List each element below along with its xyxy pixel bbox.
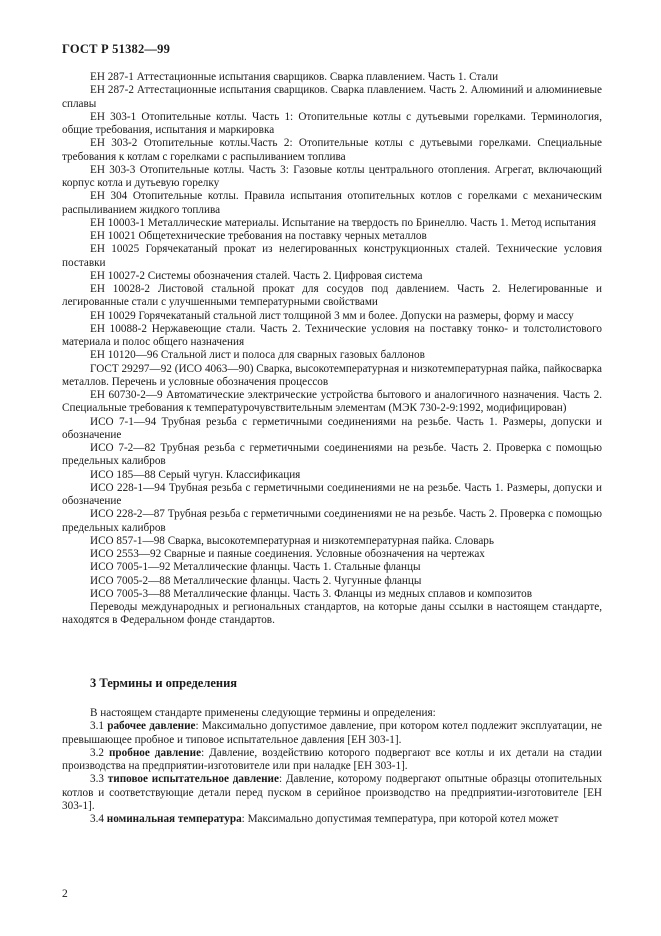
reference-item: ЕН 10120—96 Стальной лист и полоса для сварных газовых баллонов bbox=[90, 349, 425, 362]
term-item bbox=[62, 720, 602, 747]
reference-item: ИСО 2553—92 Сварные и паяные соединения. Условные обозначения на чертежах bbox=[90, 548, 485, 560]
term-number: 3.2 bbox=[90, 746, 109, 759]
terms-intro: В настоящем стандарте применены следующие термины и определения: bbox=[90, 707, 436, 719]
reference-item: ЕН 10025 Горячекатаный прокат из нелегированных конструкционных сталей. Технические условия поставки bbox=[62, 243, 602, 269]
reference-item: ИСО 7005-3—88 Металлические фланцы. Часть 3. Фланцы из медных сплавов и композитов bbox=[90, 587, 532, 600]
term-text: : Максимально допустимая температура, при которой котел может bbox=[241, 813, 559, 825]
section-title: 3 Термины и определения bbox=[90, 676, 238, 690]
reference-item: ИСО 857-1—98 Сварка, высокотемпературная и низкотемпературная пайка. Словарь bbox=[90, 534, 494, 547]
term-number: 3.3 bbox=[90, 773, 108, 786]
reference-item: ЕН 10021 Общетехнические требования на поставку черных металлов bbox=[90, 230, 427, 242]
term-number: 3.1 bbox=[90, 720, 108, 733]
reference-item: ИСО 228-2—87 Трубная резьба с герметичными соединениями не на резьбе. Часть 2. Проверка с помощью предельных калибров bbox=[62, 508, 602, 534]
reference-item: ЕН 10088-2 Нержавеющие стали. Часть 2. Технические условия на поставку тонко- и толстолистового материала и полос общего назначения bbox=[62, 322, 602, 348]
reference-item: ИСО 7-1—94 Трубная резьба с герметичными соединениями на резьбе. Часть 1. Размеры, допуски и обозначение bbox=[62, 415, 602, 441]
reference-item: ЕН 10003-1 Металлические материалы. Испытание на твердость по Бринеллю. Часть 1. Метод испытания bbox=[90, 216, 597, 229]
reference-item: ИСО 228-1—94 Трубная резьба с герметичными соединениями не на резьбе. Часть 1. Размеры, допуски и обозначение bbox=[62, 481, 602, 507]
reference-item: ИСО 7-2—82 Трубная резьба с герметичными соединениями на резьбе. Часть 2. Проверка с помощью предельных калибров bbox=[62, 442, 602, 468]
reference-item: ИСО 7005-1—92 Металлические фланцы. Часть 1. Стальные фланцы bbox=[90, 561, 421, 574]
term-text: : Давление, которому подвергают опытные образцы отопительных котлов и соответствующие детали перед пуском в серийное производство на предприятии-изготовителе [ЕН 303-1]. bbox=[62, 773, 602, 812]
term-name: рабочее давление bbox=[107, 720, 196, 733]
reference-item: ЕН 10029 Горячекатаный стальной лист толщиной 3 мм и более. Допуски на размеры, форму и массу bbox=[90, 309, 574, 322]
document-header: ГОСТ Р 51382—99 bbox=[62, 42, 171, 56]
translations-note: Переводы международных и региональных стандартов, на которые даны ссылки в настоящем стандарте, находятся в Федеральном фонде стандартов. bbox=[62, 601, 602, 627]
reference-item: ГОСТ 29297—92 (ИСО 4063—90) Сварка, высокотемпературная и низкотемпературная пайка, пайкосварка металлов. Перечень и условные обозначения процессов bbox=[62, 362, 602, 388]
term-name: пробное давление bbox=[108, 746, 202, 759]
reference-item: ЕН 60730-2—9 Автоматические электрические устройства бытового и аналогичного назначения. Часть 2. Специальные требования к температурочувствительным элементам (МЭК 730-2-9:1992, модифицирован) bbox=[62, 389, 602, 415]
reference-item: ЕН 303-3 Отопительные котлы. Часть 3: Газовые котлы центрального отопления. Агрегат, включающий корпус котла и дутьевую горелку bbox=[62, 163, 602, 189]
reference-item: ЕН 303-1 Отопительные котлы. Часть 1: Отопительные котлы с дутьевыми горелками. Терминология, общие требования, испытания и маркировка bbox=[62, 110, 602, 136]
term-name: номинальная температура bbox=[106, 813, 242, 825]
reference-item: ЕН 287-2 Аттестационные испытания сварщиков. Сварка плавлением. Часть 2. Алюминий и алюминиевые сплавы bbox=[62, 84, 602, 110]
terms-definitions bbox=[62, 707, 602, 826]
term-item bbox=[62, 773, 602, 813]
term-name: типовое испытательное давление bbox=[107, 773, 279, 786]
term-item bbox=[62, 813, 602, 826]
term-text: : Давление, воздействию которого подвергают все котлы и их детали на стадии производства на предприятии-изготовителе или при наладке [ЕН 303-1]. bbox=[62, 746, 603, 772]
term-text: : Максимально допустимое давление, при котором котел подлежит эксплуатации, не превышающее пробное и типовое испытательное давления [ЕН 303-1]. bbox=[62, 720, 602, 746]
reference-item: ИСО 185—88 Серый чугун. Классификация bbox=[90, 468, 301, 481]
term-item bbox=[62, 747, 602, 774]
reference-item: ЕН 10028-2 Листовой стальной прокат для сосудов под давлением. Часть 2. Нелегированные и легированные стали с улучшенными температурными свойствами bbox=[62, 283, 602, 309]
reference-item: ИСО 7005-2—88 Металлические фланцы. Часть 2. Чугунные фланцы bbox=[90, 574, 422, 587]
page-number: 2 bbox=[62, 888, 68, 900]
reference-item: ЕН 304 Отопительные котлы. Правила испытания отопительных котлов с горелками с механическим распыливанием жидкого топлива bbox=[62, 190, 602, 216]
term-number: 3.4 bbox=[90, 813, 107, 825]
reference-item: ЕН 10027-2 Системы обозначения сталей. Часть 2. Цифровая система bbox=[90, 269, 423, 282]
reference-item: ЕН 303-2 Отопительные котлы.Часть 2: Отопительные котлы с дутьевыми горелками. Специальные требования к котлам с горелками с распыливанием топлива bbox=[62, 137, 602, 163]
reference-item: ЕН 287-1 Аттестационные испытания сварщиков. Сварка плавлением. Часть 1. Стали bbox=[90, 71, 499, 83]
normative-references bbox=[62, 71, 602, 628]
